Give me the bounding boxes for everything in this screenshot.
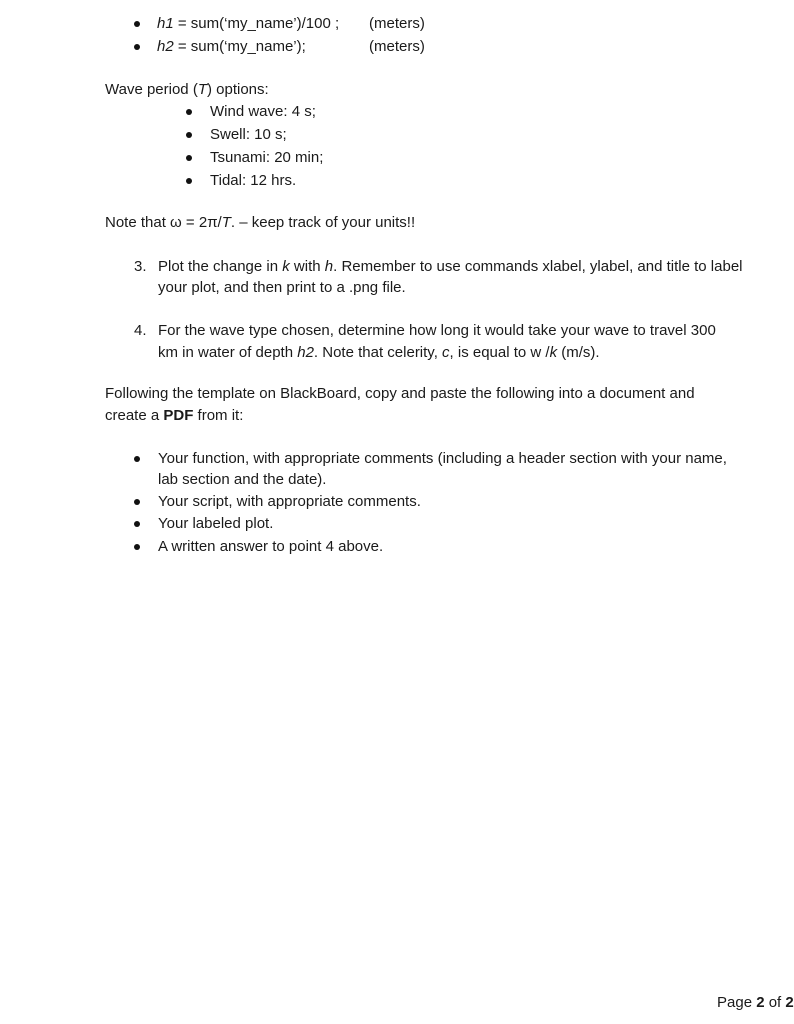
following-line1: Following the template on BlackBoard, copy and paste the following into a document and: [105, 385, 695, 402]
deliverable-item: A written answer to point 4 above.: [158, 538, 384, 555]
bullet-dot: [186, 109, 192, 115]
h2-var: h2: [157, 38, 174, 55]
bullet-dot: [134, 21, 140, 27]
wave-option: Swell: 10 s;: [210, 126, 287, 143]
bullet-dot: [186, 155, 192, 161]
wave-option: Wind wave: 4 s;: [210, 103, 316, 120]
wave-option: Tsunami: 20 min;: [210, 149, 324, 166]
bullet-dot: [186, 178, 192, 184]
step3-text-line2: your plot, and then print to a .png file.: [158, 279, 406, 296]
h2-definition: [157, 37, 306, 57]
deliverable-item: Your script, with appropriate comments.: [158, 493, 421, 510]
h2-expr: = sum(‘my_name’);: [173, 38, 306, 55]
deliverable-item: Your function, with appropriate comments (including a header section with your name,: [158, 450, 727, 467]
h1-expr: = sum(‘my_name’)/100 ;: [173, 15, 340, 32]
following-line2: create a PDF from it:: [105, 407, 244, 424]
omega-note: Note that ω = 2π/T. – keep track of your units!!: [105, 214, 416, 231]
bullet-dot: [186, 132, 192, 138]
step4-text-line1: For the wave type chosen, determine how long it would take your wave to travel 300: [158, 322, 716, 339]
h2-unit: (meters): [369, 38, 425, 55]
page-number: Page 2 of 2: [717, 994, 794, 1011]
h1-unit: (meters): [369, 15, 425, 32]
step3-text-line1: Plot the change in k with h. Remember to use commands xlabel, ylabel, and title to label: [158, 258, 743, 275]
bullet-dot: [134, 44, 140, 50]
bullet-dot: [134, 544, 140, 550]
bullet-dot: [134, 456, 140, 462]
wave-option: Tidal: 12 hrs.: [210, 172, 297, 189]
h1-var: h1: [157, 15, 174, 32]
h1-definition: [157, 14, 339, 34]
step-number: 3.: [134, 258, 147, 275]
bullet-dot: [134, 499, 140, 505]
step-number: 4.: [134, 322, 147, 339]
step4-text-line2: km in water of depth h2. Note that celerity, c, is equal to w /k (m/s).: [158, 344, 600, 361]
deliverable-item-cont: lab section and the date).: [158, 471, 327, 488]
deliverable-item: Your labeled plot.: [158, 515, 274, 532]
wave-period-heading: Wave period (T) options:: [105, 81, 269, 98]
bullet-dot: [134, 521, 140, 527]
